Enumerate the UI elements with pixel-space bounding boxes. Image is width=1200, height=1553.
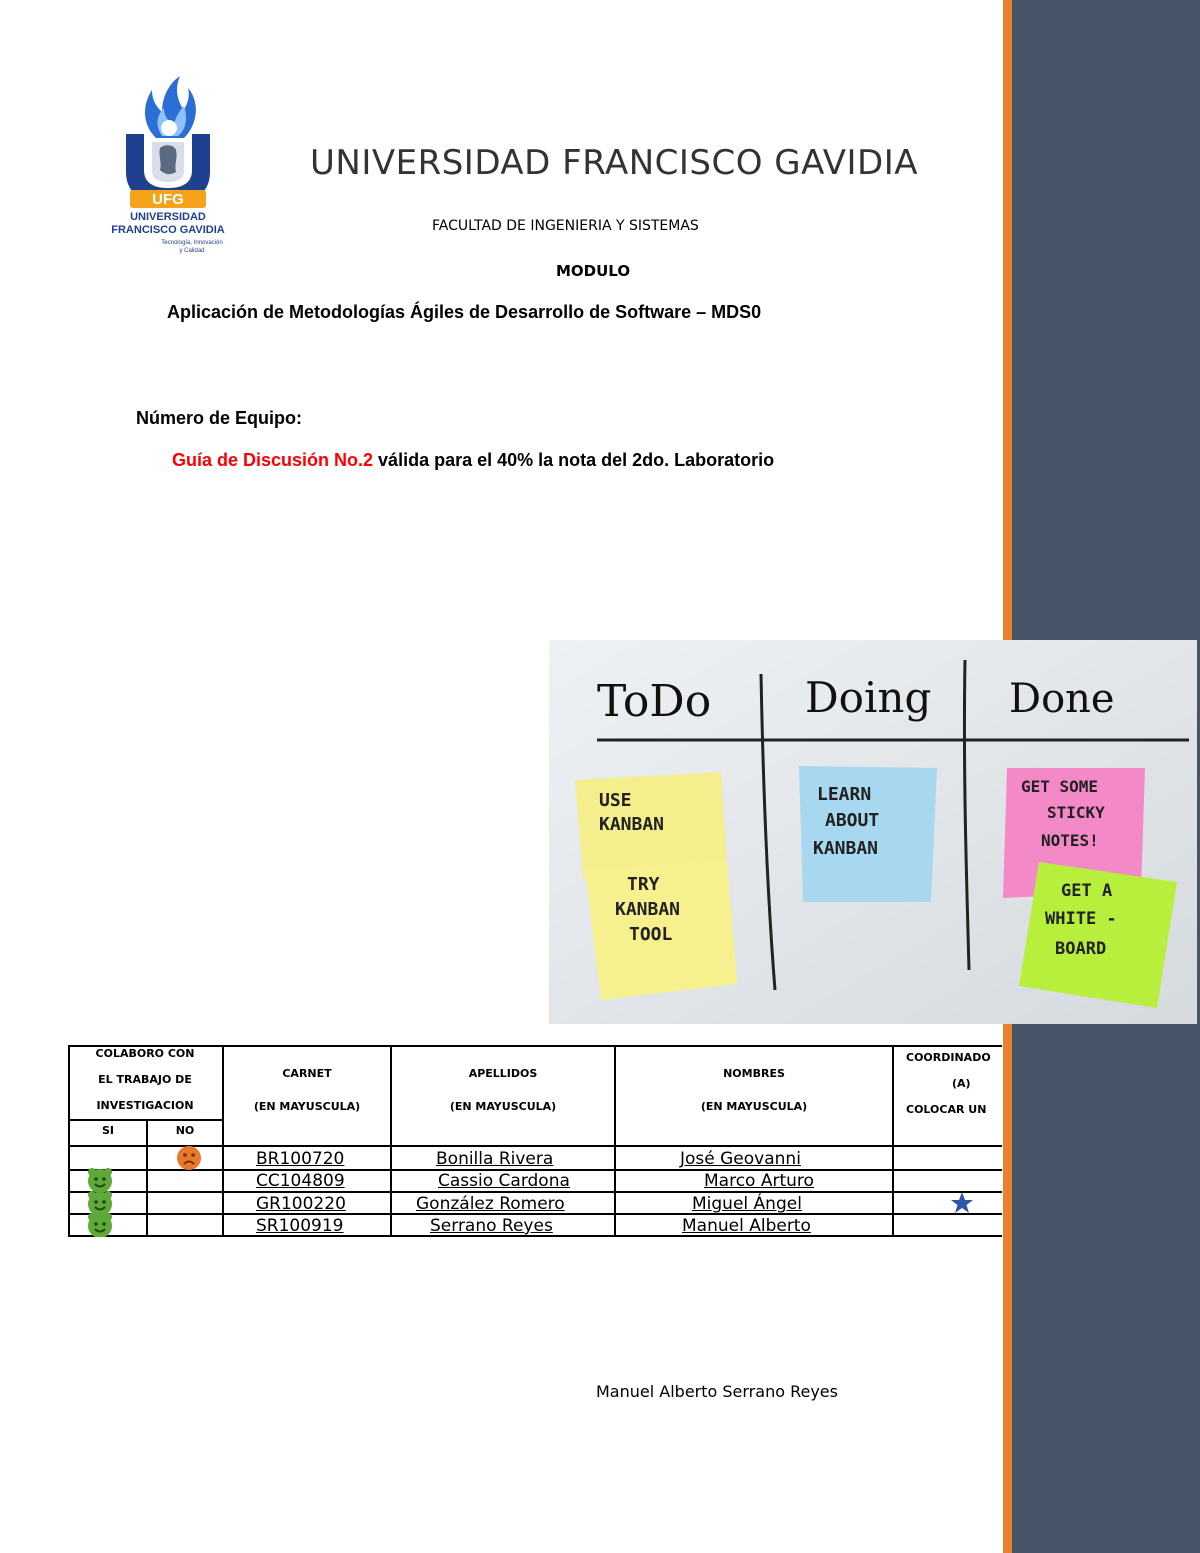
sticky-note-try-kanban-tool: [585, 860, 737, 1000]
cell-apellidos: González Romero: [416, 1194, 565, 1214]
sticky-note-get-a-whiteboard: [1019, 862, 1177, 1008]
happy-face-icon: [86, 1212, 114, 1237]
cell-carnet: CC104809: [256, 1171, 345, 1191]
flame-icon: [145, 76, 196, 138]
svg-text:LEARN: LEARN: [817, 784, 872, 805]
sad-face-icon: [176, 1145, 202, 1171]
svg-text:GET SOME: GET SOME: [1021, 777, 1099, 796]
cell-apellidos: Cassio Cardona: [438, 1171, 570, 1191]
cell-carnet: GR100220: [256, 1194, 346, 1214]
svg-text:WHITE -: WHITE -: [1045, 909, 1117, 929]
star-icon: [950, 1191, 974, 1215]
guide-title: [172, 450, 774, 471]
sticky-note-learn-about-kanban: [799, 766, 937, 902]
cell-nombres: Miguel Ángel: [692, 1194, 802, 1214]
cell-apellidos: Bonilla Rivera: [436, 1149, 554, 1169]
table-row-line: [68, 1191, 1002, 1193]
svg-text:y Calidad: y Calidad: [179, 248, 205, 254]
header-coordinador: COORDINADO (A) COLOCAR UN: [906, 1051, 991, 1116]
table-subheader-line: [68, 1119, 222, 1121]
svg-text:KANBAN: KANBAN: [599, 814, 665, 835]
header-colabora: COLABORO CON EL TRABAJO DE INVESTIGACION: [95, 1047, 195, 1109]
course-title: Aplicación de Metodologías Ágiles de Desarrollo de Software – MDS0: [167, 302, 762, 322]
header-apellidos: APELLIDOS (EN MAYUSCULA): [449, 1067, 557, 1113]
header-si: SI: [101, 1124, 114, 1137]
kanban-board-image: [549, 640, 1197, 1024]
svg-text:Tecnología, Innovación: Tecnología, Innovación: [161, 240, 223, 246]
cell-nombres: Manuel Alberto: [682, 1216, 811, 1236]
cell-carnet: SR100919: [256, 1216, 344, 1236]
kanban-col-doing: Doing: [805, 673, 932, 722]
header-no: NO: [175, 1124, 195, 1137]
header-nombres: NOMBRES (EN MAYUSCULA): [700, 1067, 808, 1113]
cell-carnet: BR100720: [256, 1149, 345, 1169]
team-number-label: Número de Equipo:: [136, 408, 302, 428]
svg-text:TOOL: TOOL: [629, 924, 673, 945]
svg-text:KANBAN: KANBAN: [615, 899, 681, 920]
module-label: MODULO: [556, 262, 631, 280]
ufg-logo: [92, 72, 242, 262]
svg-text:UFG: UFG: [152, 191, 184, 208]
svg-text:TRY: TRY: [627, 874, 660, 895]
author-name: Manuel Alberto Serrano Reyes: [596, 1382, 838, 1401]
svg-text:KANBAN: KANBAN: [813, 838, 879, 859]
university-name: UNIVERSIDAD FRANCISCO GAVIDIA: [310, 143, 918, 183]
table-header-bottom: [68, 1145, 1002, 1147]
svg-text:FRANCISCO GAVIDIA: FRANCISCO GAVIDIA: [111, 224, 225, 236]
svg-text:STICKY: STICKY: [1047, 803, 1105, 822]
kanban-col-done: Done: [1009, 676, 1115, 722]
kanban-col-todo: ToDo: [597, 676, 712, 727]
header-carnet: CARNET (EN MAYUSCULA): [253, 1067, 361, 1113]
svg-text:GET A: GET A: [1061, 881, 1113, 901]
svg-text:UNIVERSIDAD: UNIVERSIDAD: [130, 211, 206, 223]
guide-title-highlight: Guía de Discusión No.2: [172, 450, 374, 470]
cell-nombres: Marco Arturo: [704, 1171, 814, 1191]
guide-title-rest: válida para el 40% la nota del 2do. Laboratorio: [373, 450, 775, 470]
cell-apellidos: Serrano Reyes: [430, 1216, 553, 1236]
team-table: [68, 1045, 1002, 1237]
svg-text:ABOUT: ABOUT: [825, 810, 880, 831]
cell-nombres: José Geovanni: [680, 1149, 801, 1169]
svg-text:USE: USE: [599, 790, 632, 811]
svg-text:BOARD: BOARD: [1055, 939, 1107, 959]
faculty-name: FACULTAD DE INGENIERIA Y SISTEMAS: [432, 218, 699, 234]
svg-text:NOTES!: NOTES!: [1041, 831, 1099, 850]
